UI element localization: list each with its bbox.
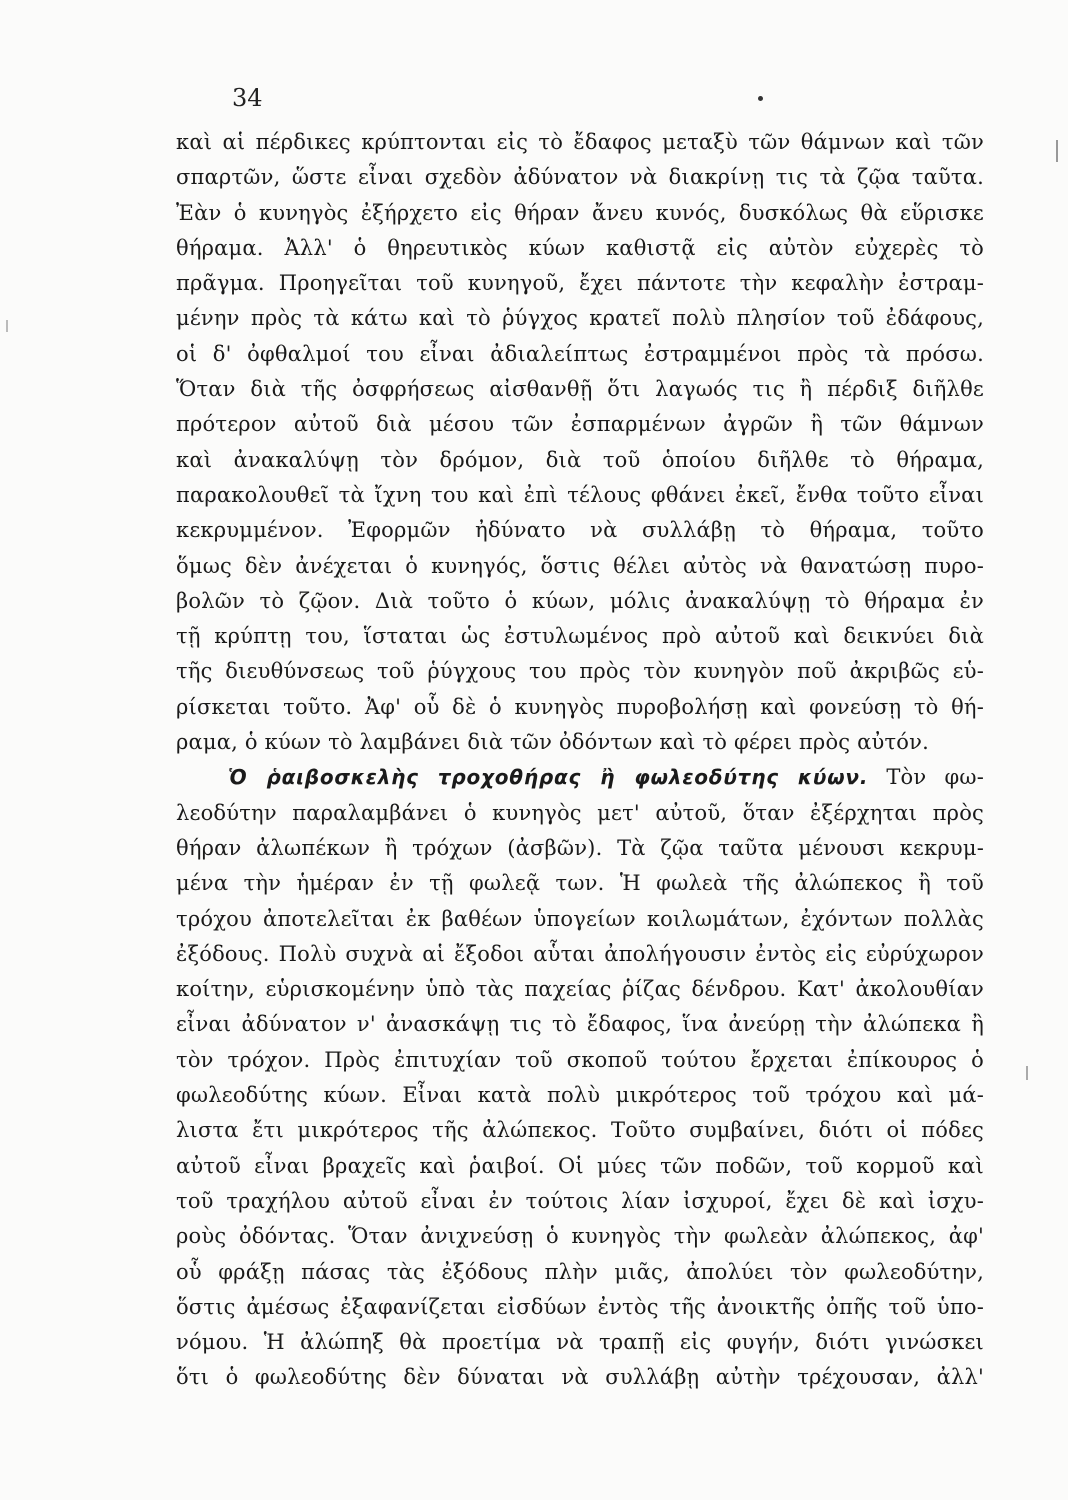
text-line: Ἐὰν ὁ κυνηγὸς ἐξήρχετο εἰς θήραν ἄνευ κυνός, δυσκόλως θὰ εὕρισκε xyxy=(176,200,984,225)
text-line: καὶ ἀνακαλύψῃ τὸν δρόμον, διὰ τοῦ ὁποίου διῆλθε τὸ θήραμα, xyxy=(176,447,984,472)
body-text xyxy=(176,125,984,1396)
text-line: τοῦ τραχήλου αὐτοῦ εἶναι ἐν τούτοις λίαν ἰσχυροί, ἔχει δὲ καὶ ἰσχυ- xyxy=(176,1188,984,1213)
text-line: θήραμα. Ἀλλ' ὁ θηρευτικὸς κύων καθιστᾷ εἰς αὐτὸν εὐχερὲς τὸ xyxy=(176,235,984,260)
text-line: κεκρυμμένον. Ἐφορμῶν ἠδύνατο νὰ συλλάβῃ τὸ θήραμα, τοῦτο xyxy=(176,518,984,543)
text-line: σπαρτῶν, ὥστε εἶναι σχεδὸν ἀδύνατον νὰ διακρίνῃ τις τὰ ζῷα ταῦτα. xyxy=(176,165,984,190)
margin-mark xyxy=(1026,1066,1028,1080)
text-line: ρίσκεται τοῦτο. Ἀφ' οὗ δὲ ὁ κυνηγὸς πυροβολήσῃ καὶ φονεύσῃ τὸ θή- xyxy=(176,694,984,719)
text-line: ροὺς ὀδόντας. Ὅταν ἀνιχνεύσῃ ὁ κυνηγὸς τὴν φωλεὰν ἀλώπεκος, ἀφ' xyxy=(176,1224,984,1249)
text-line: πρᾶγμα. Προηγεῖται τοῦ κυνηγοῦ, ἔχει πάντοτε τὴν κεφαλὴν ἐστραμ- xyxy=(176,271,984,296)
page-number: 34 xyxy=(232,84,263,112)
text-line: καὶ αἱ πέρδικες κρύπτονται εἰς τὸ ἔδαφος μεταξὺ τῶν θάμνων καὶ τῶν xyxy=(176,130,984,154)
text-line: ὅμως δὲν ἀνέχεται ὁ κυνηγός, ὅστις θέλει αὐτὸς νὰ θανατώσῃ πυρο- xyxy=(176,553,984,578)
section-heading-line xyxy=(176,760,984,795)
text-line: τῆς διευθύνσεως τοῦ ῥύγχους του πρὸς τὸν κυνηγὸν ποῦ ἀκριβῶς εὑ- xyxy=(176,659,984,684)
text-line: μένην πρὸς τὰ κάτω καὶ τὸ ῥύγχος κρατεῖ πολὺ πλησίον τοῦ ἐδάφους, xyxy=(176,306,984,331)
text-line: ἐξόδους. Πολὺ συχνὰ αἱ ἔξοδοι αὗται ἀπολήγουσιν ἐντὸς εἰς εὐρύχωρον xyxy=(176,941,984,966)
text-line: ὅτι ὁ φωλεοδύτης δὲν δύναται νὰ συλλάβῃ αὐτὴν τρέχουσαν, ἀλλ' xyxy=(176,1365,984,1390)
text-line: παρακολουθεῖ τὰ ἴχνη του καὶ ἐπὶ τέλους φθάνει ἐκεῖ, ἔνθα τοῦτο εἶναι xyxy=(176,482,984,507)
text-line: τῇ κρύπτῃ του, ἵσταται ὡς ἐστυλωμένος πρὸ αὐτοῦ καὶ δεικνύει διὰ xyxy=(176,624,984,649)
text-line: νόμου. Ἡ ἀλώπηξ θὰ προετίμα νὰ τραπῇ εἰς φυγήν, διότι γινώσκει xyxy=(176,1330,984,1355)
text-line: τὸν τρόχον. Πρὸς ἐπιτυχίαν τοῦ σκοποῦ τούτου ἔρχεται ἐπίκουρος ὁ xyxy=(176,1047,984,1072)
text-line: τρόχου ἀποτελεῖται ἐκ βαθέων ὑπογείων κοιλωμάτων, ἐχόντων πολλὰς xyxy=(176,906,984,931)
text-line: θήραν ἀλωπέκων ἢ τρόχων (ἀσβῶν). Τὰ ζῷα ταῦτα μένουσι κεκρυμ- xyxy=(176,835,984,860)
text-line: πρότερον αὐτοῦ διὰ μέσου τῶν ἐσπαρμένων ἀγρῶν ἢ τῶν θάμνων xyxy=(176,412,984,437)
text-line: βολῶν τὸ ζῷον. Διὰ τοῦτο ὁ κύων, μόλις ἀνακαλύψῃ τὸ θήραμα ἐν xyxy=(176,588,984,613)
text-line: λεοδύτην παραλαμβάνει ὁ κυνηγὸς μετ' αὐτοῦ, ὅταν ἐξέρχηται πρὸς xyxy=(176,800,984,825)
text-line: λιστα ἔτι μικρότερος τῆς ἀλώπεκος. Τοῦτο συμβαίνει, διότι οἱ πόδες xyxy=(176,1118,984,1143)
text-line: εἶναι ἀδύνατον ν' ἀνασκάψῃ τις τὸ ἔδαφος, ἵνα ἀνεύρῃ τὴν ἀλώπεκα ἢ xyxy=(176,1012,984,1037)
margin-mark xyxy=(1056,140,1058,162)
text-line: οἱ δ' ὀφθαλμοί του εἶναι ἀδιαλείπτως ἐστραμμένοι πρὸς τὰ πρόσω. xyxy=(176,341,984,366)
text-line: ὅστις ἀμέσως ἐξαφανίζεται εἰσδύων ἐντὸς τῆς ἀνοικτῆς ὀπῆς τοῦ ὑπο- xyxy=(176,1294,984,1319)
heading-continuation: Τὸν φω- xyxy=(868,765,984,790)
text-line: φωλεοδύτης κύων. Εἶναι κατὰ πολὺ μικρότερος τοῦ τρόχου καὶ μά- xyxy=(176,1083,984,1108)
section-heading: Ὁ ῥαιβοσκελὴς τροχοθήρας ἢ φωλεοδύτης κύων. xyxy=(228,765,869,790)
text-line: αὐτοῦ εἶναι βραχεῖς καὶ ῥαιβοί. Οἱ μύες τῶν ποδῶν, τοῦ κορμοῦ καὶ xyxy=(176,1153,984,1178)
text-line: ραμα, ὁ κύων τὸ λαμβάνει διὰ τῶν ὀδόντων καὶ τὸ φέρει πρὸς αὐτόν. xyxy=(176,730,929,755)
text-line: μένα τὴν ἡμέραν ἐν τῇ φωλεᾷ των. Ἡ φωλεὰ τῆς ἀλώπεκος ἢ τοῦ xyxy=(176,871,984,896)
text-line: οὗ φράξῃ πάσας τὰς ἐξόδους πλὴν μιᾶς, ἀπολύει τὸν φωλεοδύτην, xyxy=(176,1259,984,1284)
text-line: κοίτην, εὑρισκομένην ὑπὸ τὰς παχείας ῥίζας δένδρου. Κατ' ἀκολουθίαν xyxy=(176,977,984,1002)
ink-speck xyxy=(758,96,763,101)
text-line: Ὅταν διὰ τῆς ὀσφρήσεως αἰσθανθῇ ὅτι λαγωός τις ἢ πέρδιξ διῆλθε xyxy=(176,377,984,402)
margin-mark xyxy=(6,320,8,332)
